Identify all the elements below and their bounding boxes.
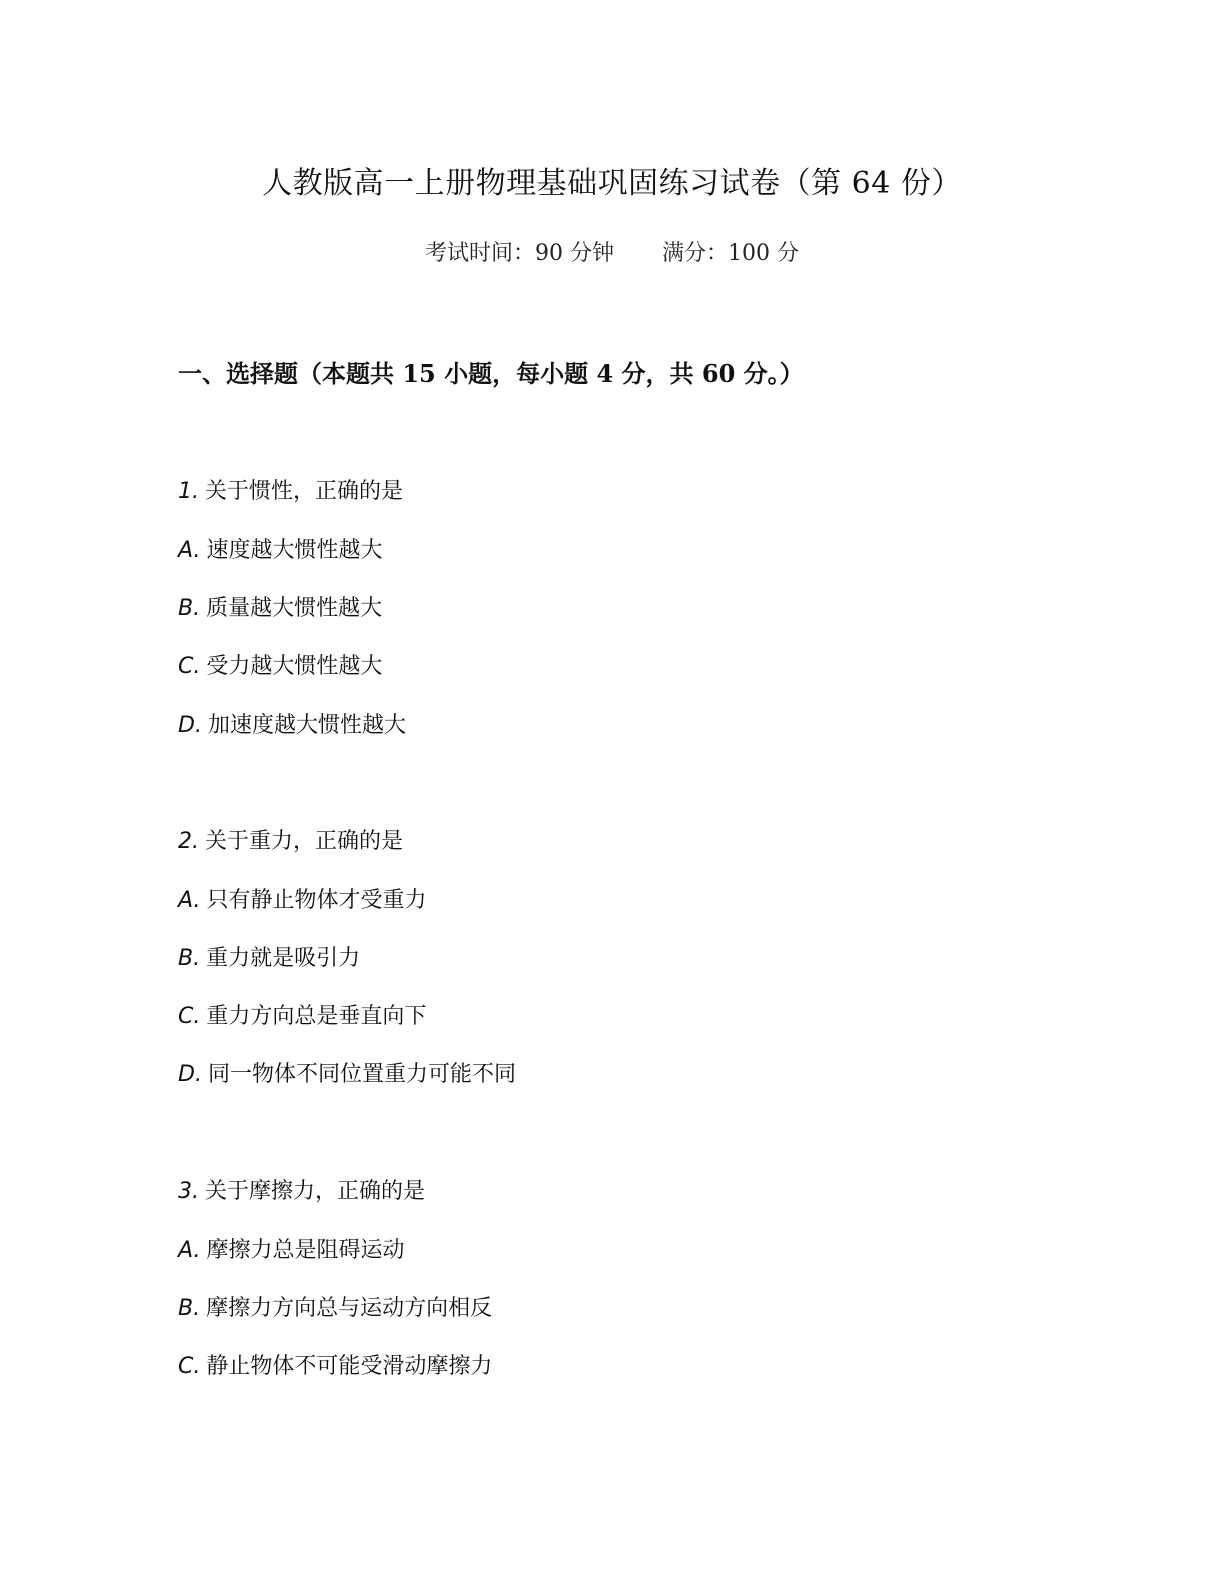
full-score: 满分：100 分 [662, 241, 799, 266]
option [178, 999, 426, 1030]
option-letter: D. [178, 1062, 202, 1087]
option-letter: C. [178, 654, 201, 679]
option [178, 533, 382, 564]
option-text: 只有静止物体才受重力 [206, 888, 427, 913]
option-text: 重力就是吸引力 [206, 946, 361, 971]
option-text: 摩擦力方向总与运动方向相反 [206, 1296, 493, 1321]
option [178, 1349, 492, 1380]
option-letter: A. [178, 888, 201, 913]
exam-time: 考试时间：90 分钟 [425, 241, 614, 266]
option-text: 加速度越大惯性越大 [207, 713, 406, 738]
option [178, 708, 406, 739]
option-letter: D. [178, 713, 202, 738]
option-text: 同一物体不同位置重力可能不同 [207, 1062, 516, 1087]
option [178, 591, 382, 622]
option-letter: C. [178, 1004, 201, 1029]
option-text: 静止物体不可能受滑动摩擦力 [206, 1354, 493, 1379]
question-text: 关于惯性，正确的是 [205, 479, 404, 504]
page-title: 人教版高一上册物理基础巩固练习试卷（第 64 份） [262, 166, 962, 201]
option-text: 质量越大惯性越大 [206, 596, 383, 621]
option-letter: A. [178, 538, 201, 563]
exam-info [0, 236, 1224, 267]
option-letter: B. [178, 596, 201, 621]
option [178, 1233, 404, 1264]
question-text: 关于摩擦力，正确的是 [205, 1179, 426, 1204]
option [178, 649, 382, 680]
section-heading: 一、选择题（本题共 15 小题，每小题 4 分，共 60 分。） [178, 359, 804, 388]
option-text: 速度越大惯性越大 [206, 538, 383, 563]
question-number: 2. [178, 829, 199, 854]
option-letter: A. [178, 1238, 201, 1263]
option-letter: C. [178, 1354, 201, 1379]
question-number: 3. [178, 1179, 199, 1204]
option [178, 941, 360, 972]
option-text: 重力方向总是垂直向下 [206, 1004, 427, 1029]
question-stem [178, 1174, 425, 1205]
question-stem [178, 824, 403, 855]
option-text: 摩擦力总是阻碍运动 [206, 1238, 405, 1263]
option-text: 受力越大惯性越大 [206, 654, 383, 679]
option-letter: B. [178, 946, 201, 971]
question-text: 关于重力，正确的是 [205, 829, 404, 854]
option-letter: B. [178, 1296, 201, 1321]
question-number: 1. [178, 479, 199, 504]
option [178, 1291, 492, 1322]
option [178, 1057, 516, 1088]
option [178, 883, 426, 914]
question-stem [178, 474, 403, 505]
